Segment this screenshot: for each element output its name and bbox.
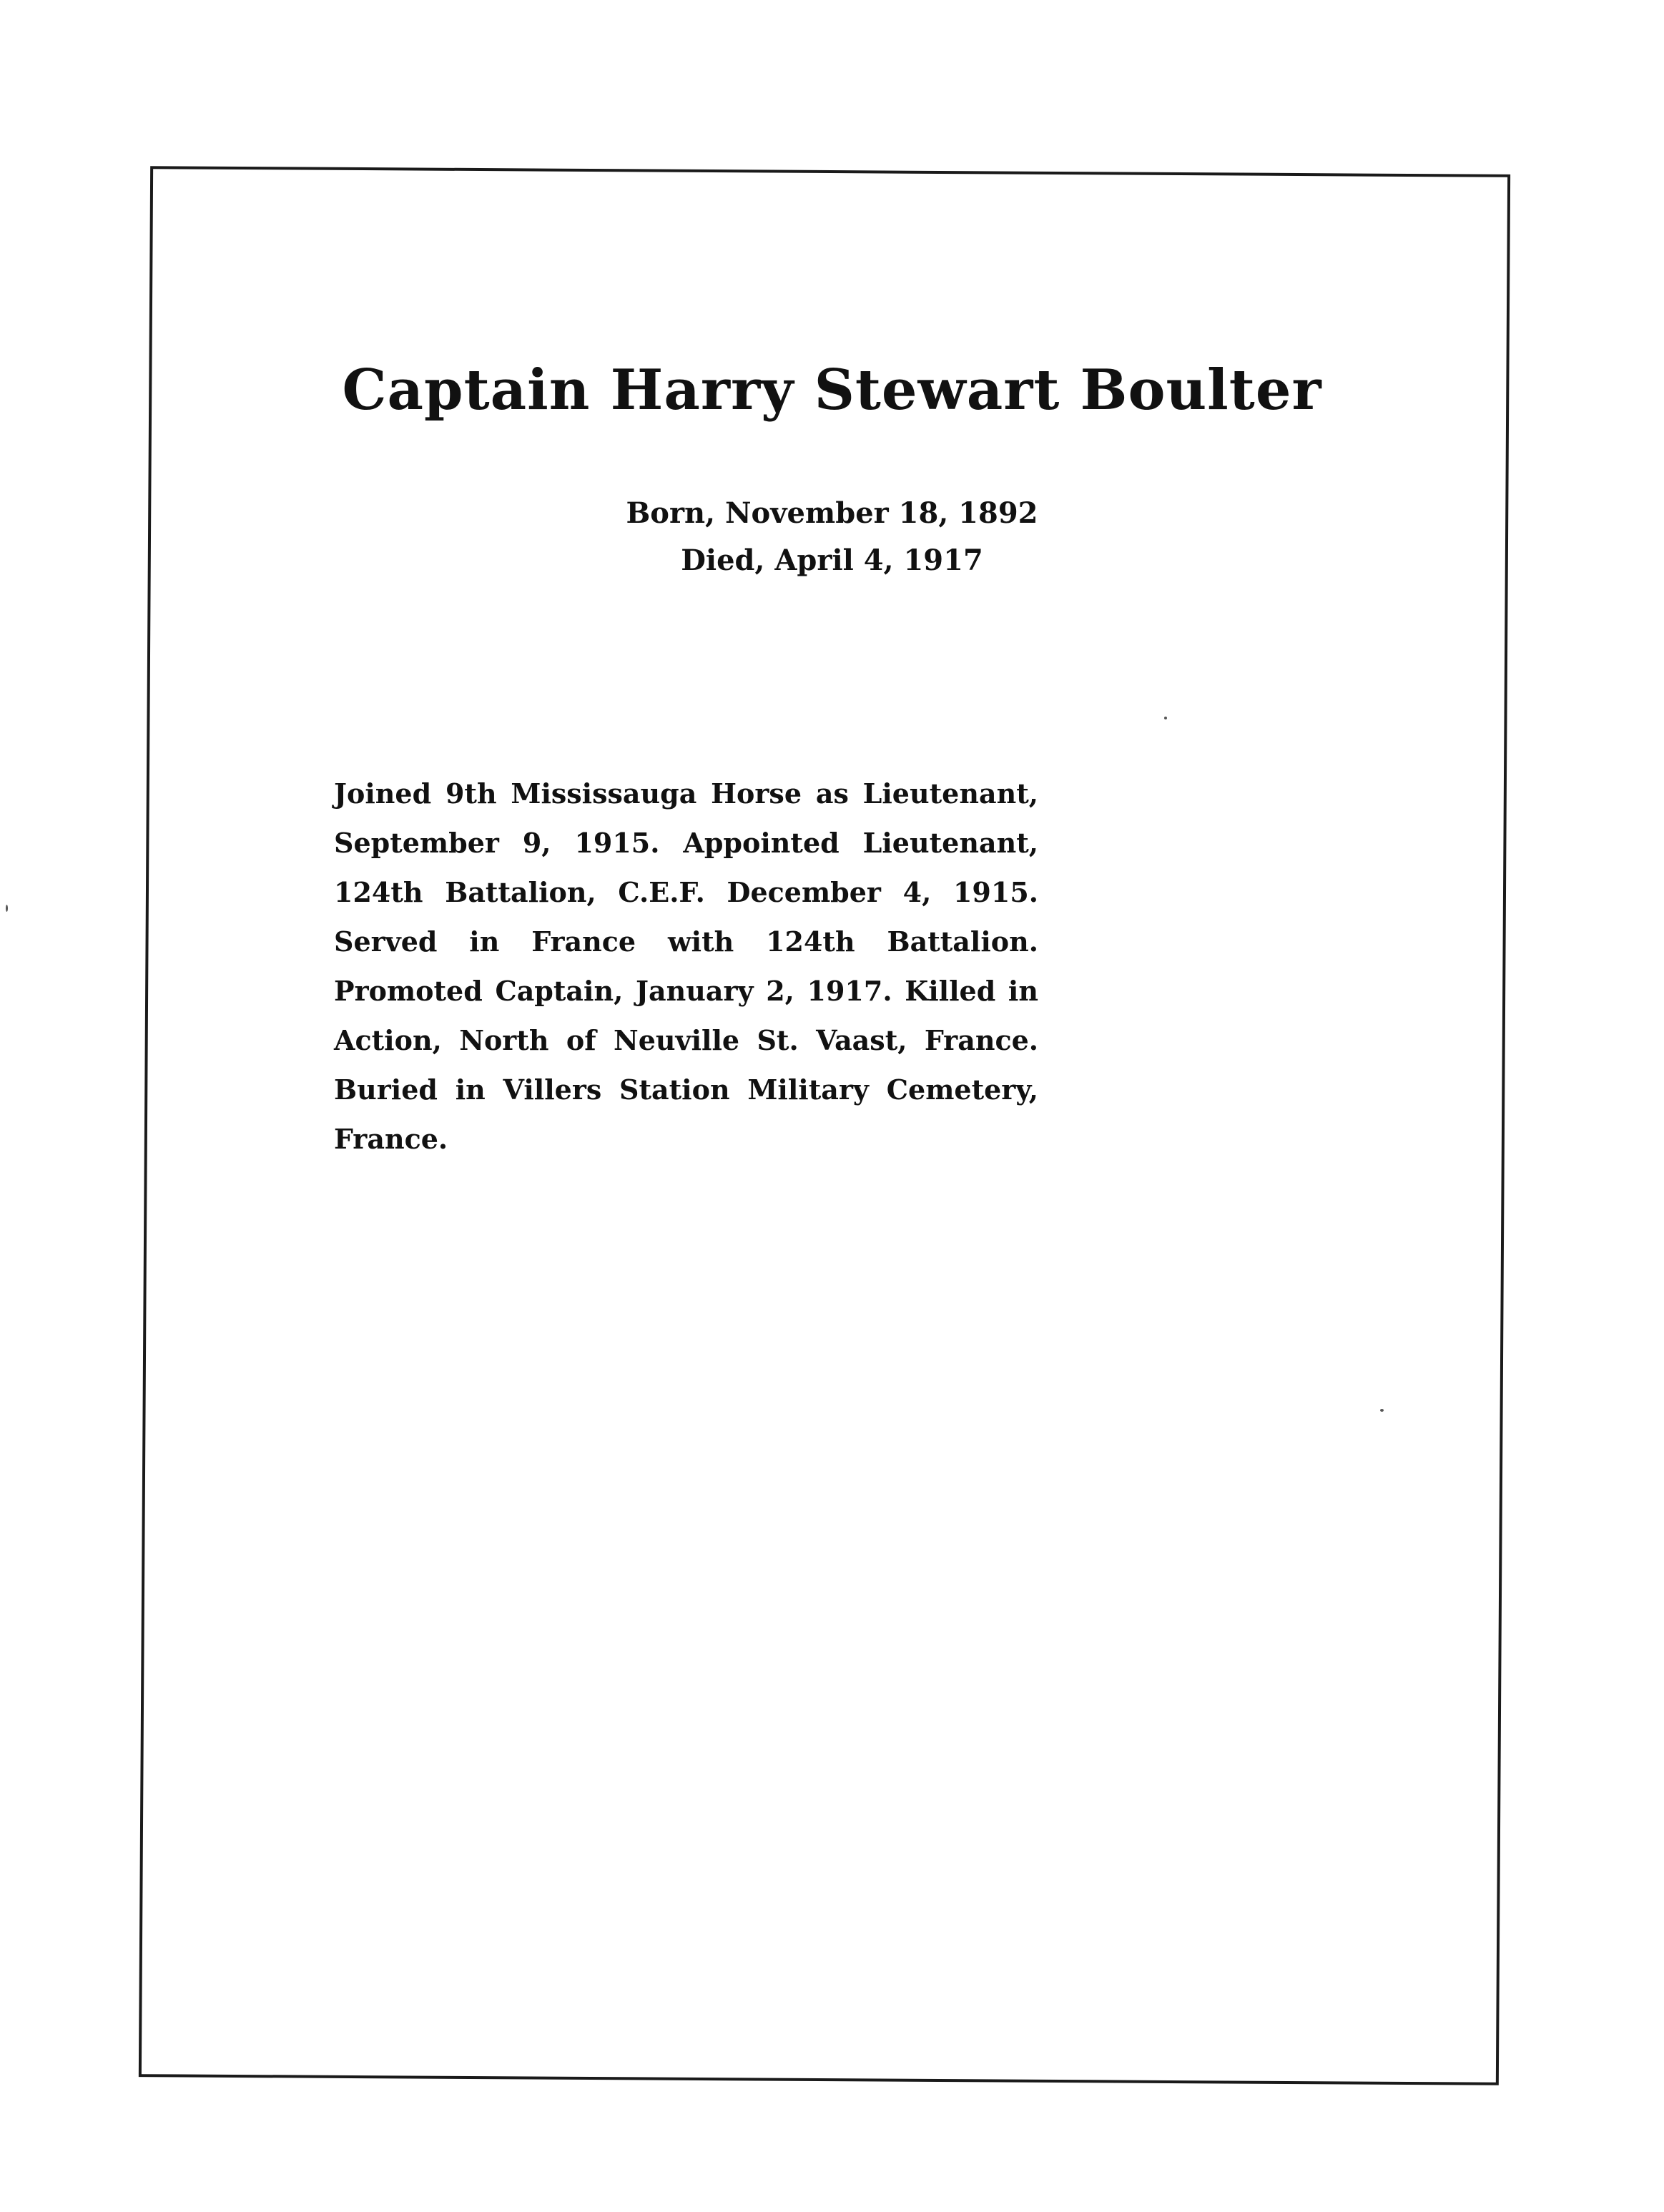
birth-date: Born, November 18, 1892 <box>626 496 1038 530</box>
service-biography: Joined 9th Mississauga Horse as Lieutenant, September 9, 1915. Appointed Lieutenant, 124th Battalion, C.E.F. December 4, 1915. Served in France with 124th Battalion. Promoted Captain, January 2, 1917. Killed in Action, North of Neuville St. Vaast, France. Buried in Villers Station Military Cemetery, France. <box>334 777 1038 1155</box>
scan-speck <box>1164 717 1167 719</box>
scan-speck <box>1380 1409 1384 1412</box>
life-dates <box>0 490 1664 584</box>
memorial-title: Captain Harry Stewart Boulter <box>342 358 1322 423</box>
scan-speck <box>6 905 8 912</box>
death-date: Died, April 4, 1917 <box>681 544 983 577</box>
